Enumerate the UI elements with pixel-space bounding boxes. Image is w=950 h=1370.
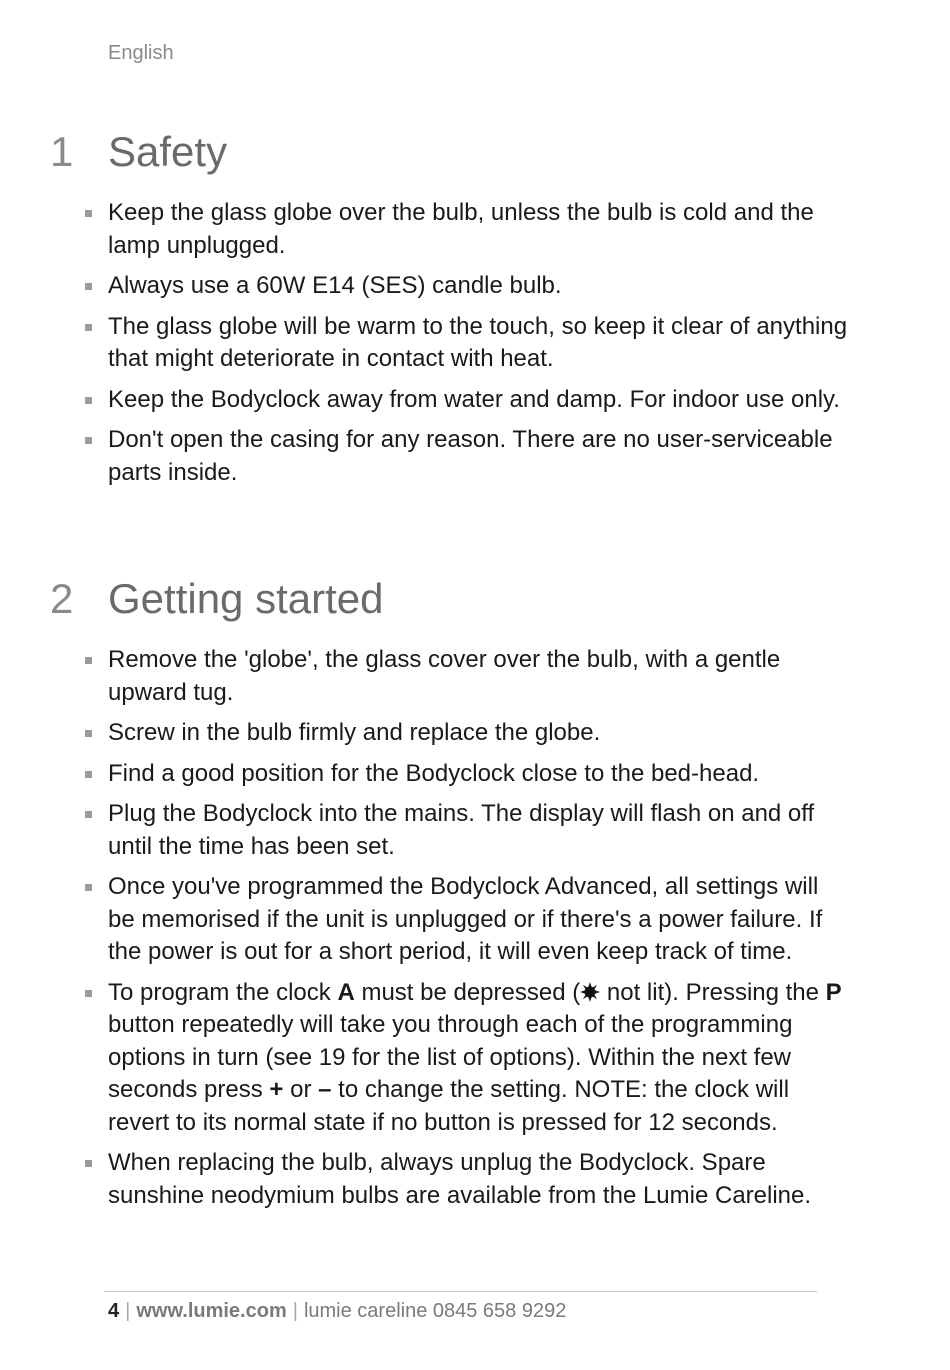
list-item: Plug the Bodyclock into the mains. The display will flash on and off until the time has been set.	[0, 798, 848, 863]
bullet-icon	[85, 1160, 92, 1167]
getting-started-list	[0, 644, 950, 1212]
list-item: Keep the glass globe over the bulb, unless the bulb is cold and the lamp unplugged.	[0, 197, 848, 262]
list-item: Once you've programmed the Bodyclock Advanced, all settings will be memorised if the unit is unplugged or if there's a power failure. If the power is out for a short period, it will even keep track of time.	[0, 871, 848, 969]
footer-divider	[104, 1291, 817, 1292]
section-getting-started	[0, 569, 950, 1220]
section-heading	[0, 122, 950, 182]
website-link[interactable]: www.lumie.com	[136, 1300, 287, 1322]
plus-label: +	[269, 1076, 284, 1103]
list-item: Always use a 60W E14 (SES) candle bulb.	[0, 270, 848, 303]
minus-label: –	[318, 1076, 332, 1103]
bullet-icon	[85, 210, 92, 217]
bullet-icon	[85, 990, 92, 997]
footer-separator: |	[125, 1300, 131, 1322]
section-safety	[0, 122, 950, 497]
footer	[108, 1300, 566, 1323]
section-title: Getting started	[108, 575, 384, 622]
bullet-icon	[85, 397, 92, 404]
section-title: Safety	[108, 128, 228, 175]
footer-separator: |	[292, 1300, 298, 1322]
bullet-icon	[85, 437, 92, 444]
list-item: The glass globe will be warm to the touch, so keep it clear of anything that might deteriorate in contact with heat.	[0, 311, 848, 376]
page-number: 4	[108, 1300, 120, 1322]
careline-text: lumie careline 0845 658 9292	[303, 1300, 567, 1322]
bullet-icon	[85, 730, 92, 737]
list-item: Screw in the bulb firmly and replace the globe.	[0, 717, 848, 750]
section-heading	[0, 569, 950, 629]
language-label: English	[108, 42, 174, 64]
bullet-icon	[85, 657, 92, 664]
section-number: 2	[50, 575, 74, 622]
bullet-icon	[85, 811, 92, 818]
list-item: Remove the 'globe', the glass cover over the bulb, with a gentle upward tug.	[0, 644, 848, 709]
safety-list	[0, 197, 950, 489]
sun-icon	[580, 982, 600, 1002]
bullet-icon	[85, 771, 92, 778]
list-item: When replacing the bulb, always unplug the Bodyclock. Spare sunshine neodymium bulbs are available from the Lumie Careline.	[0, 1147, 848, 1212]
section-number: 1	[50, 128, 74, 175]
bullet-icon	[85, 884, 92, 891]
bullet-icon	[85, 324, 92, 331]
list-item: Keep the Bodyclock away from water and damp. For indoor use only.	[0, 384, 848, 417]
list-item-program: To program the clock A must be depressed ( not lit). Pressing the P button repeatedly will take you through each of the programming options in turn (see 19 for the list of options). Within the next few seconds press + or – to change the setting. NOTE: the clock will revert to its normal state if no button is pressed for 12 seconds.	[0, 977, 848, 1140]
key-a-label: A	[337, 978, 355, 1006]
key-p-label: P	[825, 978, 842, 1006]
list-item: Don't open the casing for any reason. There are no user-serviceable parts inside.	[0, 424, 848, 489]
bullet-icon	[85, 283, 92, 290]
list-item: Find a good position for the Bodyclock close to the bed-head.	[0, 758, 848, 791]
